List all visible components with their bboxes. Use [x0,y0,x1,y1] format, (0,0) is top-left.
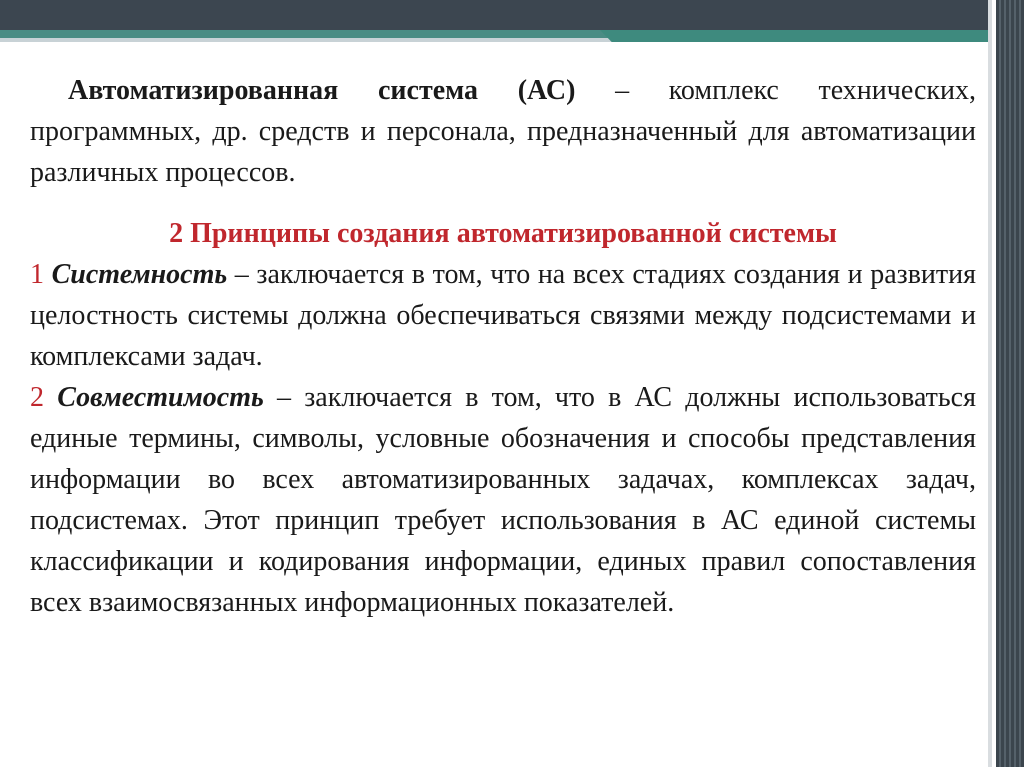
principle-text: – заключается в том, что в АС должны использоваться единые термины, символы, условные обозначения и способы представления информации во всех автоматизированных задачах, комплексах задач, подсистемах. Этот принцип требует использования в АС единой системы классификации и кодирования информации, единых правил сопоставления всех взаимосвязанных информационных показателей. [30,382,976,618]
definition-term: Автоматизированная система (АС) [68,75,576,106]
definition-paragraph [30,70,976,193]
slide-content [30,70,976,623]
principle-name: Совместимость [57,382,264,413]
header-tab-accent [600,30,990,42]
principle-name: Системность [51,259,228,290]
section-heading: 2 Принципы создания автоматизированной системы [169,218,837,249]
right-edge-stripes [996,0,1024,767]
header-band-dark [0,0,1024,30]
principle-item-systemness [30,254,976,377]
principle-number: 1 [30,259,52,290]
principle-item-compatibility [30,377,976,623]
principle-number: 2 [30,382,58,413]
definition-text: – комплекс технических, программных, др. средств и персонала, предназначенный для автоматизации различных процессов. [30,75,976,188]
principle-text: – заключается в том, что на всех стадиях создания и развития целостность системы должна обеспечиваться связями между подсистемами и комплексами задач. [30,259,976,372]
